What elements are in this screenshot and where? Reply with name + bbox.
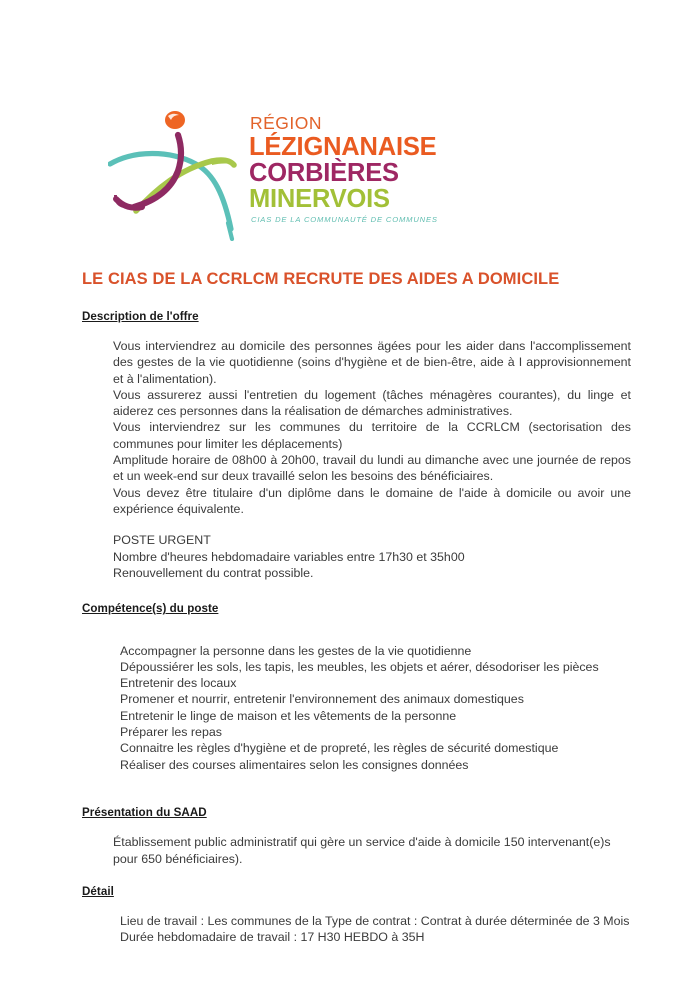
section-body-detail [120, 913, 631, 946]
paragraph: Vous assurerez aussi l'entretien du logement (tâches ménagères courantes), du linge et aiderez ces personnes dans la réalisation de démarches administratives. [113, 387, 631, 419]
paragraph: Amplitude horaire de 08h00 à 20h00, travail du lundi au dimanche avec une journée de repos et un week-end sur deux travaillé selon les besoins des bénéficiaires. [113, 453, 631, 484]
section-heading-presentation: Présentation du SAAD [82, 806, 207, 820]
paragraph-urgent: POSTE URGENT [113, 533, 211, 548]
paragraph: Vous devez être titulaire d'un diplôme dans le domaine de l'aide à domicile ou avoir une expérience équivalente. [113, 485, 631, 516]
list-item: Préparer les repas [120, 725, 222, 740]
paragraph-duree: Durée hebdomadaire de travail : 17 H30 HEBDO à 35H [120, 930, 425, 945]
logo-line-minervois: MINERVOIS [249, 184, 390, 213]
section-heading-competences: Compétence(s) du poste [82, 602, 219, 616]
organization-logo [108, 103, 448, 243]
logo-line-lezignanaise: LÉZIGNANAISE [249, 132, 437, 161]
list-item: Réaliser des courses alimentaires selon les consignes données [120, 757, 469, 772]
list-item: Connaitre les règles d'hygiène et de propreté, les règles de sécurité domestique [120, 741, 559, 756]
list-item: Dépoussiérer les sols, les tapis, les meubles, les objets et aérer, désodoriser les pièces [120, 659, 599, 674]
brushstroke-mark-icon [108, 103, 240, 241]
logo-line-corbieres: CORBIÈRES [249, 158, 399, 187]
section-competences [0, 599, 700, 773]
section-detail [0, 882, 700, 946]
page-title: LE CIAS DE LA CCRLCM RECRUTE DES AIDES A DOMICILE [82, 270, 560, 288]
paragraph: Établissement public administratif qui gère un service d'aide à domicile 150 intervenant(e)s pour 650 bénéficiaires). [113, 835, 611, 866]
document-content [0, 307, 700, 946]
competences-list [120, 643, 631, 773]
section-body-presentation [113, 834, 631, 867]
paragraph-hours: Nombre d'heures hebdomadaire variables entre 17h30 et 35h00 [113, 549, 465, 564]
section-presentation [0, 803, 700, 867]
logo-tagline: CIAS DE LA COMMUNAUTÉ DE COMMUNES [251, 214, 438, 224]
paragraph: Vous interviendrez sur les communes du territoire de la CCRLCM (sectorisation des communes pour limiter les déplacements) [113, 420, 631, 451]
paragraph-lieu: Lieu de travail : Les communes de la Type de contrat : Contrat à durée déterminée de 3 Mois [120, 913, 630, 928]
section-heading-detail: Détail [82, 884, 114, 898]
logo-wordmark [248, 115, 458, 223]
list-item: Entretenir le linge de maison et les vêtements de la personne [120, 708, 457, 723]
paragraph: Vous interviendrez au domicile des personnes ägées pour les aider dans l'accomplissement des gestes de la vie quotidienne (soins d'hygiène et de bien-être, aide à I approvisionnement et à l'alimentation). [113, 339, 631, 386]
list-item: Entretenir des locaux [120, 676, 237, 691]
list-item: Promener et nourrir, entretenir l'environnement des animaux domestiques [120, 692, 524, 707]
list-item: Accompagner la personne dans les gestes de la vie quotidienne [120, 643, 472, 658]
paragraph-renewal: Renouvellement du contrat possible. [113, 565, 314, 580]
section-heading-description: Description de l'offre [82, 310, 199, 323]
section-body-description [113, 338, 631, 581]
logo-line-region: RÉGION [250, 113, 323, 133]
section-description [0, 307, 700, 581]
